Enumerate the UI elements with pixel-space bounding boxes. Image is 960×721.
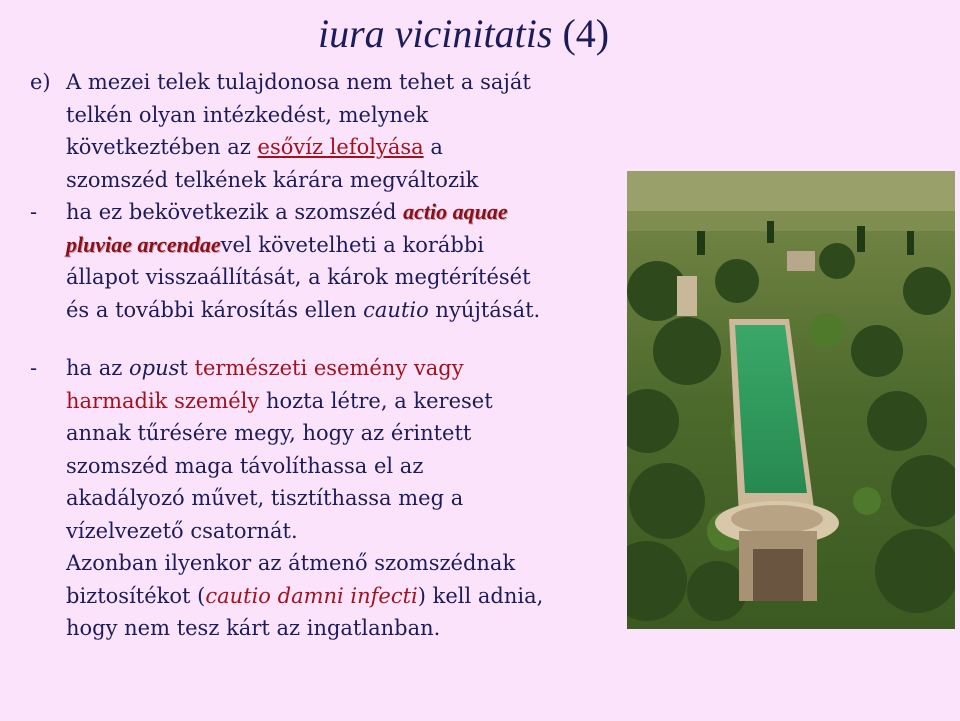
para2-line-4: és a további károsítás ellen cautio nyújtását. xyxy=(66,297,541,322)
para3-line-9: hogy nem tesz kárt az ingatlanban. xyxy=(66,616,441,640)
title-number: (4) xyxy=(562,11,610,56)
para1-line-1: e) A mezei telek tulajdonosa nem tehet a saját xyxy=(30,66,630,99)
para1-lead: e) xyxy=(30,70,51,94)
para3-line-4: szomszéd maga távolíthassa el az xyxy=(66,453,424,478)
natural-event-phrase: természeti esemény vagy xyxy=(194,356,464,380)
para3-line-7: Azonban ilyenkor az átmenő szomszédnak xyxy=(66,551,516,575)
para2-line-1: - ha ez bekövetkezik a szomszéd actio aquae xyxy=(30,196,630,229)
rainwater-link[interactable]: esővíz lefolyása xyxy=(257,135,424,159)
cautio-damni-infecti-term: cautio damni infecti xyxy=(205,583,418,608)
para3-line-5: akadályozó művet, tisztíthassa meg a xyxy=(66,486,464,510)
para3-line-8: biztosítékot (cautio damni infecti) kell adnia, xyxy=(66,583,544,608)
paragraph-dash xyxy=(30,352,630,645)
para3-lead: - xyxy=(30,356,38,380)
para1-line-3: következtében az esővíz lefolyása a xyxy=(66,135,443,159)
para2-lead: - xyxy=(30,200,38,224)
para3-line-6: vízelvezető csatornát. xyxy=(66,518,298,543)
actio-term: actio aquae xyxy=(403,199,508,224)
para3-line-2: harmadik személy hozta létre, a kereset xyxy=(66,388,493,413)
villa-pool-photo xyxy=(627,171,955,629)
opus-term: opus xyxy=(128,356,180,380)
para3-line-1: - ha az opust természeti esemény vagy xyxy=(30,352,630,385)
third-person-phrase: harmadik személy xyxy=(66,388,260,413)
para2-line-2: pluviae arcendaevel követelheti a korábbi xyxy=(66,231,485,257)
para1-line-4: szomszéd telkének kárára megváltozik xyxy=(66,167,479,192)
slide-title xyxy=(318,10,609,57)
paragraph-e xyxy=(30,66,630,326)
para1-line-2: telkén olyan intézkedést, melynek xyxy=(66,102,429,127)
title-text: iura vicinitatis xyxy=(318,11,553,56)
para3-line-3: annak tűrésére megy, hogy az érintett xyxy=(66,421,472,445)
pluviae-term: pluviae arcendae xyxy=(66,231,221,257)
cautio-term: cautio xyxy=(363,297,429,322)
para2-line-3: állapot visszaállítását, a károk megtérítését xyxy=(66,265,531,289)
